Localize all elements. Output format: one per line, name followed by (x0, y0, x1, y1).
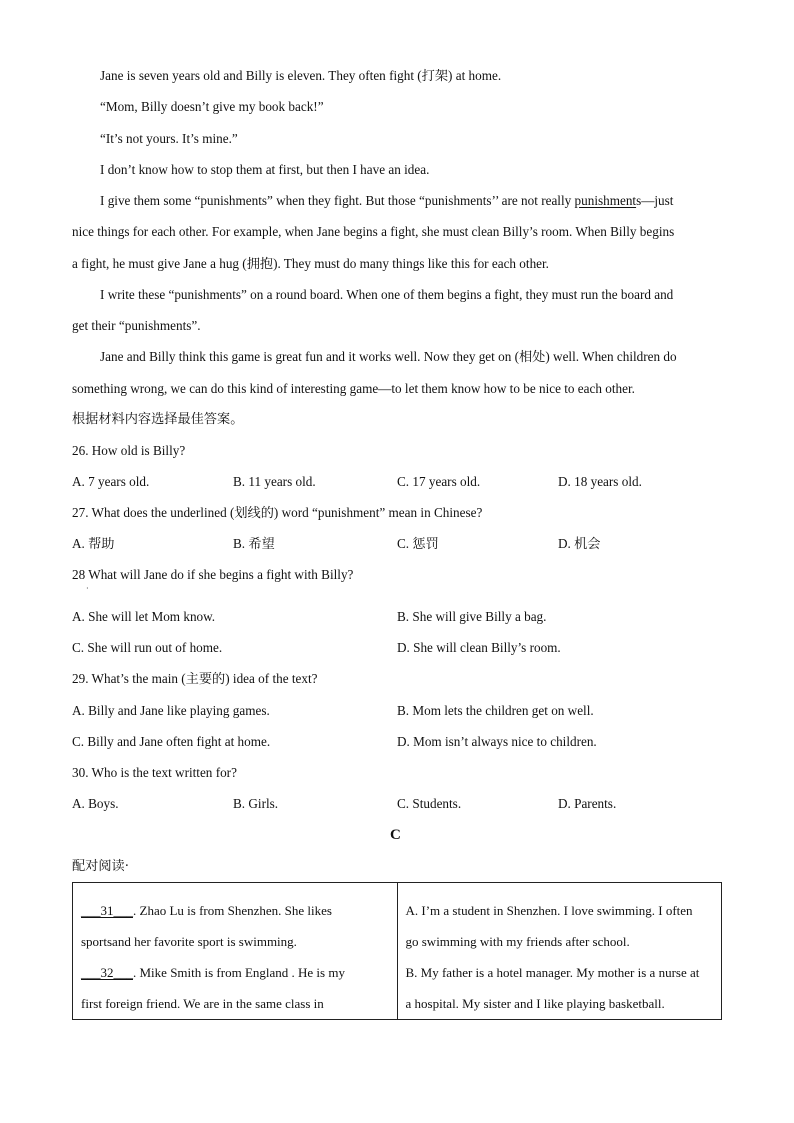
matching-line: go swimming with my friends after school. (405, 934, 630, 949)
passage-line: a fight, he must give Jane a hug (拥抱). They must do many things like this for each other. (72, 256, 549, 271)
option: C. She will run out of home. (72, 640, 223, 655)
section-heading: 配对阅读· (72, 859, 129, 874)
option: D. 机会 (558, 536, 601, 551)
passage-line: nice things for each other. For example, when Jane begins a fight, she must clean Billy’s room. When Billy begins (72, 224, 675, 239)
option: D. She will clean Billy’s room. (397, 640, 561, 655)
option: D. 18 years old. (558, 474, 642, 489)
matching-text: . Zhao Lu is from Shenzhen. She likes (133, 903, 332, 918)
option: A. Boys. (72, 796, 119, 811)
matching-line: A. I’m a student in Shenzhen. I love swimming. I often (405, 903, 693, 918)
passage-line: get their “punishments”. (72, 318, 201, 333)
option: A. 帮助 (72, 536, 115, 551)
matching-left-cell (73, 883, 398, 1020)
passage-line: “Mom, Billy doesn’t give my book back!” (100, 99, 324, 114)
passage-line: “It’s not yours. It’s mine.” (100, 131, 238, 146)
option: B. She will give Billy a bag. (397, 609, 547, 624)
underlined-word: punishment (574, 193, 637, 208)
matching-right-cell (397, 883, 722, 1020)
passage-line (100, 193, 673, 209)
matching-line (81, 895, 389, 926)
matching-line: first foreign friend. We are in the same class in (81, 996, 324, 1011)
option: B. Mom lets the children get on well. (397, 703, 594, 718)
option: B. 11 years old. (233, 474, 316, 489)
passage-text: I give them some “punishments” when they fight. But those “punishments’’ are not really (100, 193, 575, 208)
question: 30. Who is the text written for? (72, 765, 237, 780)
matching-line: a hospital. My sister and I like playing basketball. (405, 996, 665, 1011)
blank-31: ___31___ (81, 903, 133, 918)
option: C. Billy and Jane often fight at home. (72, 734, 271, 749)
stray-dot: · (86, 584, 89, 593)
matching-table (72, 882, 722, 1020)
matching-line: sportsand her favorite sport is swimming. (81, 934, 297, 949)
question: 28 What will Jane do if she begins a fight with Billy? (72, 567, 354, 582)
option: C. Students. (397, 796, 462, 811)
option: D. Parents. (558, 796, 617, 811)
matching-text: . Mike Smith is from England . He is my (133, 965, 345, 980)
option: A. She will let Mom know. (72, 609, 216, 624)
matching-line: B. My father is a hotel manager. My mother is a nurse at (405, 965, 700, 980)
option: D. Mom isn’t always nice to children. (397, 734, 597, 749)
question: 27. What does the underlined (划线的) word “punishment” mean in Chinese? (72, 505, 483, 520)
option: B. 希望 (233, 536, 275, 551)
blank-32: ___32___ (81, 965, 133, 980)
question: 26. How old is Billy? (72, 443, 186, 458)
instruction: 根据材料内容选择最佳答案。 (72, 412, 244, 427)
option: A. 7 years old. (72, 474, 150, 489)
passage-line: I write these “punishments” on a round board. When one of them begins a fight, they must run the board and (100, 287, 674, 302)
passage-line: Jane and Billy think this game is great fun and it works well. Now they get on (相处) well. When children do (100, 349, 677, 364)
passage-line: I don’t know how to stop them at first, but then I have an idea. (100, 162, 430, 177)
option: A. Billy and Jane like playing games. (72, 703, 270, 718)
passage-line: Jane is seven years old and Billy is eleven. They often fight (打架) at home. (100, 68, 502, 83)
question: 29. What’s the main (主要的) idea of the text? (72, 671, 318, 686)
section-letter: C (390, 827, 401, 843)
option: C. 17 years old. (397, 474, 481, 489)
passage-text: s—just (636, 193, 674, 208)
option: C. 惩罚 (397, 536, 439, 551)
option: B. Girls. (233, 796, 279, 811)
passage-line: something wrong, we can do this kind of interesting game—to let them know how to be nice to each other. (72, 381, 635, 396)
matching-line (81, 957, 389, 988)
